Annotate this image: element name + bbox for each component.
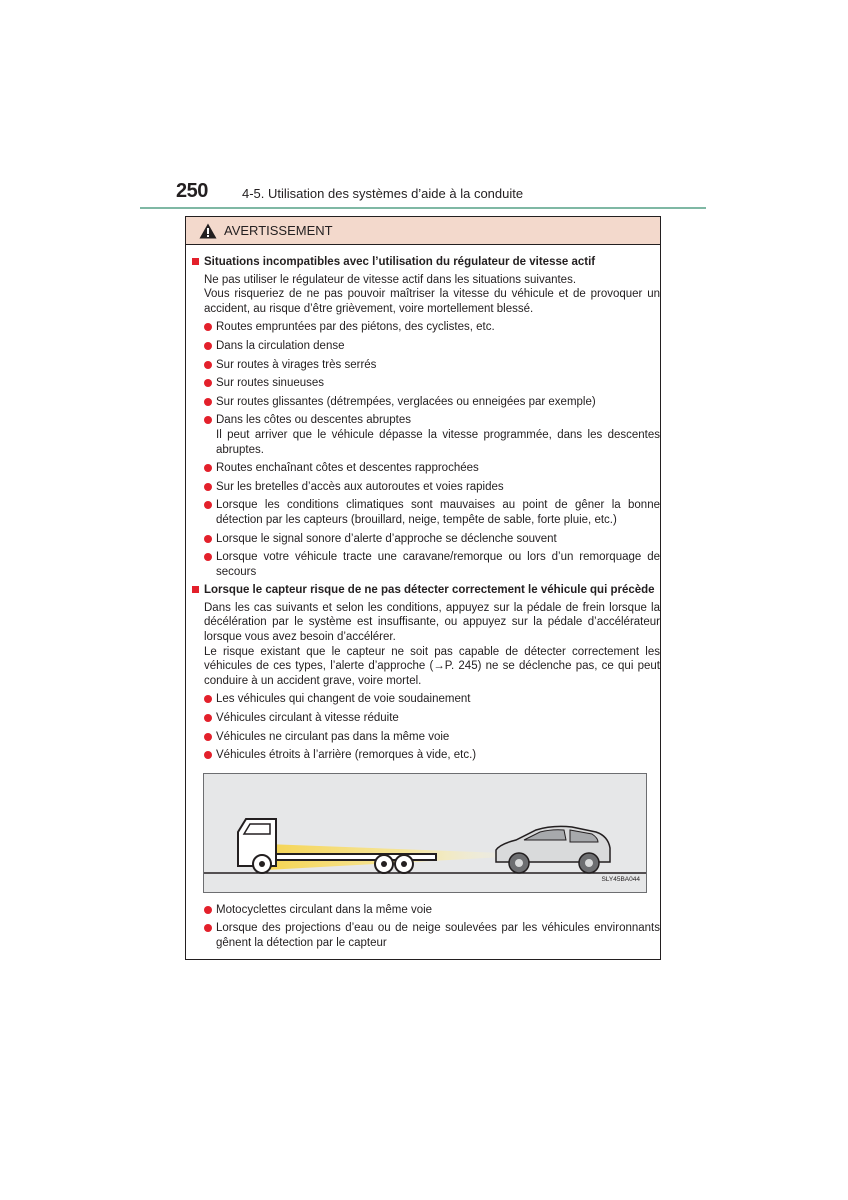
list-item: Véhicules étroits à l’arrière (remorques à vide, etc.)	[190, 748, 660, 763]
section-title: 4-5. Utilisation des systèmes d’aide à la conduite	[242, 186, 524, 201]
list-item	[190, 413, 660, 457]
paragraph: Dans les cas suivants et selon les conditions, appuyez sur la pédale de frein lorsque la décélération par le système est insuffisante, ou appuyez sur la pédale d’accélérateur lorsque vous avez besoin d’accélérer.	[204, 601, 660, 644]
bullet-list-2	[190, 692, 660, 762]
section-heading-2: Lorsque le capteur risque de ne pas détecter correctement le véhicule qui précède	[190, 583, 660, 598]
warning-icon	[199, 223, 217, 239]
warning-box	[185, 216, 661, 960]
list-item: Lorsque le signal sonore d’alerte d’approche se déclenche souvent	[190, 532, 660, 547]
section-heading-1: Situations incompatibles avec l’utilisation du régulateur de vitesse actif	[190, 255, 660, 270]
paragraph: Ne pas utiliser le régulateur de vitesse actif dans les situations suivantes.	[204, 273, 577, 286]
list-item: Lorsque les conditions climatiques sont mauvaises au point de gêner la bonne détection par les capteurs (brouillard, neige, tempête de sable, forte pluie, etc.)	[190, 498, 660, 527]
page-number: 250	[176, 180, 208, 202]
illustration-truck-and-car	[203, 773, 647, 893]
list-item-text: Dans les côtes ou descentes abruptes	[216, 414, 411, 427]
list-item: Sur routes à virages très serrés	[190, 358, 660, 373]
list-item: Dans la circulation dense	[190, 339, 660, 354]
list-item: Véhicules ne circulant pas dans la même voie	[190, 730, 660, 745]
paragraph: Vous risqueriez de ne pas pouvoir maîtriser la vitesse du véhicule et de provoquer un accident, au risque d’être grièvement, voire mortellement blessé.	[204, 288, 660, 315]
list-item-note: Il peut arriver que le véhicule dépasse la vitesse programmée, dans les descentes abruptes.	[216, 428, 660, 456]
list-item: Routes empruntées par des piétons, des cyclistes, etc.	[190, 320, 660, 335]
bullet-list-3	[190, 903, 660, 951]
list-item: Lorsque des projections d’eau ou de neige soulevées par les véhicules environnants gênent la détection par le capteur	[190, 921, 660, 950]
warning-header	[186, 217, 660, 245]
warning-content	[190, 255, 660, 955]
list-item: Les véhicules qui changent de voie soudainement	[190, 692, 660, 707]
list-item: Routes enchaînant côtes et descentes rapprochées	[190, 461, 660, 476]
list-item: Sur les bretelles d’accès aux autoroutes et voies rapides	[190, 480, 660, 495]
vehicle-illustration	[204, 774, 646, 892]
list-item: Véhicules circulant à vitesse réduite	[190, 711, 660, 726]
list-item: Motocyclettes circulant dans la même voie	[190, 903, 660, 918]
bullet-list-1	[190, 320, 660, 579]
warning-title: AVERTISSEMENT	[224, 223, 333, 238]
paragraph: Le risque existant que le capteur ne soit pas capable de détecter correctement les véhicules de ces types, l’alerte d’approche (→P. 245) ne se déclenche pas, ce qui peut conduire à un accident grave, voire mortel.	[204, 645, 660, 687]
list-item: Lorsque votre véhicule tracte une caravane/remorque ou lors d’un remorquage de secours	[190, 550, 660, 579]
list-item: Sur routes sinueuses	[190, 376, 660, 391]
header-divider	[140, 207, 706, 209]
figure-code: SLY45BA044	[601, 876, 640, 884]
list-item: Sur routes glissantes (détrempées, verglacées ou enneigées par exemple)	[190, 395, 660, 410]
page-header	[176, 180, 706, 210]
